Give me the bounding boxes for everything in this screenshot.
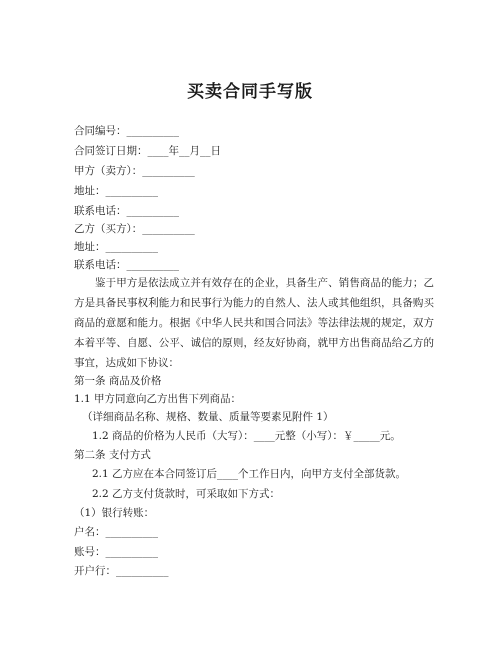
clause-1-1-detail: （详细商品名称、规格、数量、质量等要素见附件 1）	[82, 411, 334, 423]
party-b-field: 乙方（买方）：__________	[74, 223, 195, 235]
clause-1-1: 1.1 甲方同意向乙方出售下列商品：	[74, 393, 242, 405]
account-number-field: 账号：__________	[74, 546, 158, 558]
bank-transfer-title: （1）银行转账：	[74, 507, 155, 519]
article-2-title: 第二条 支付方式	[74, 449, 151, 461]
party-b-phone-field: 联系电话：__________	[74, 259, 179, 271]
party-a-field: 甲方（卖方）：__________	[74, 165, 195, 177]
party-a-address-field: 地址：__________	[74, 185, 158, 197]
preamble-paragraph: 鉴于甲方是依法成立并有效存在的企业，具备生产、销售商品的能力；乙方是具备民事权利能力和民事行为能力的自然人、法人或其他组织，具备购买商品的意愿和能力。根据《中华人民共和国合同法》等法律法规的规定，双方本着平等、自愿、公平、诚信的原则，经友好协商，就甲方出售商品给乙方的事宜，达成如下协议：	[74, 277, 434, 369]
party-b-address-field: 地址：__________	[74, 241, 158, 253]
bank-name-field: 开户行：__________	[74, 565, 169, 577]
clause-1-2: 1.2 商品的价格为人民币（大写）：____元整（小写）：￥_____元。	[92, 430, 401, 442]
signing-date-field: 合同签订日期：____年__月__日	[74, 145, 221, 157]
account-name-field: 户名：__________	[74, 526, 158, 538]
party-a-phone-field: 联系电话：__________	[74, 205, 179, 217]
article-1-title: 第一条 商品及价格	[74, 375, 162, 387]
clause-2-1: 2.1 乙方应在本合同签订后____个工作日内，向甲方支付全部货款。	[92, 468, 407, 480]
document-title: 买卖合同手写版	[187, 82, 313, 102]
clause-2-2: 2.2 乙方支付货款时，可采取如下方式：	[92, 488, 281, 500]
contract-number-field: 合同编号：__________	[74, 125, 179, 137]
